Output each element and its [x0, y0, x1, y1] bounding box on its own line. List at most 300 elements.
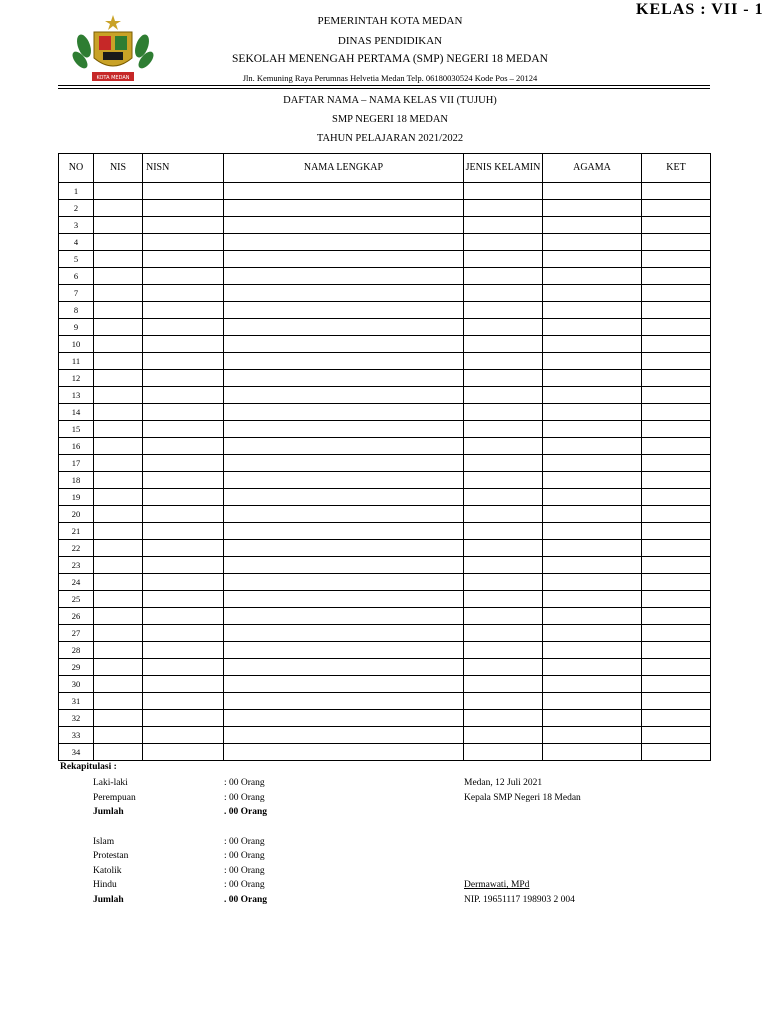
recap-religion-total-value: . 00 Orang: [224, 895, 268, 905]
gender-cell: [464, 642, 543, 659]
gender-cell: [464, 693, 543, 710]
note-cell: [642, 353, 711, 370]
table-row: [59, 353, 711, 370]
recap-female-label: Perempuan: [93, 793, 136, 803]
religion-cell: [543, 183, 642, 200]
nisn-cell: [143, 540, 224, 557]
row-number-cell: 17: [59, 455, 94, 472]
nis-cell: [94, 234, 143, 251]
row-number-cell: 22: [59, 540, 94, 557]
nisn-cell: [143, 455, 224, 472]
nisn-cell: [143, 472, 224, 489]
gender-cell: [464, 608, 543, 625]
gender-cell: [464, 574, 543, 591]
table-row: [59, 302, 711, 319]
row-number-cell: 34: [59, 744, 94, 761]
table-row: [59, 591, 711, 608]
gender-cell: [464, 353, 543, 370]
religion-cell: [543, 200, 642, 217]
table-row: [59, 489, 711, 506]
table-row: [59, 217, 711, 234]
religion-cell: [543, 370, 642, 387]
note-cell: [642, 438, 711, 455]
row-number-cell: 6: [59, 268, 94, 285]
note-cell: [642, 183, 711, 200]
nis-cell: [94, 268, 143, 285]
religion-cell: [543, 268, 642, 285]
row-number-cell: 5: [59, 251, 94, 268]
nisn-cell: [143, 625, 224, 642]
note-cell: [642, 625, 711, 642]
header-divider-thin: [58, 88, 710, 89]
note-cell: [642, 472, 711, 489]
name-cell: [224, 591, 464, 608]
recap-catholic-value: : 00 Orang: [224, 866, 265, 876]
recap-female-value: : 00 Orang: [224, 793, 265, 803]
table-row: [59, 574, 711, 591]
nis-cell: [94, 200, 143, 217]
nisn-cell: [143, 438, 224, 455]
row-number-cell: 1: [59, 183, 94, 200]
nisn-cell: [143, 710, 224, 727]
gender-cell: [464, 336, 543, 353]
name-cell: [224, 710, 464, 727]
table-row: [59, 183, 711, 200]
nis-cell: [94, 285, 143, 302]
religion-cell: [543, 574, 642, 591]
religion-cell: [543, 557, 642, 574]
column-header-nisn: NISN: [143, 154, 224, 183]
religion-cell: [543, 404, 642, 421]
row-number-cell: 18: [59, 472, 94, 489]
name-cell: [224, 540, 464, 557]
name-cell: [224, 727, 464, 744]
row-number-cell: 3: [59, 217, 94, 234]
nisn-cell: [143, 744, 224, 761]
table-row: [59, 285, 711, 302]
note-cell: [642, 455, 711, 472]
recap-gender-total-label: Jumlah: [93, 807, 124, 817]
nisn-cell: [143, 404, 224, 421]
religion-cell: [543, 659, 642, 676]
nis-cell: [94, 421, 143, 438]
note-cell: [642, 693, 711, 710]
document-subtitle-year: TAHUN PELAJARAN 2021/2022: [316, 133, 464, 144]
nisn-cell: [143, 489, 224, 506]
table-row: [59, 506, 711, 523]
nisn-cell: [143, 574, 224, 591]
column-header-no: NO: [59, 154, 94, 183]
nisn-cell: [143, 387, 224, 404]
city-emblem-logo: [70, 12, 156, 86]
row-number-cell: 2: [59, 200, 94, 217]
religion-cell: [543, 489, 642, 506]
row-number-cell: 19: [59, 489, 94, 506]
row-number-cell: 11: [59, 353, 94, 370]
gender-cell: [464, 319, 543, 336]
nisn-cell: [143, 557, 224, 574]
gender-cell: [464, 625, 543, 642]
nisn-cell: [143, 523, 224, 540]
nis-cell: [94, 659, 143, 676]
note-cell: [642, 268, 711, 285]
note-cell: [642, 574, 711, 591]
nisn-cell: [143, 268, 224, 285]
note-cell: [642, 421, 711, 438]
recap-protestant-value: : 00 Orang: [224, 851, 265, 861]
row-number-cell: 28: [59, 642, 94, 659]
recap-catholic-label: Katolik: [93, 866, 122, 876]
nis-cell: [94, 744, 143, 761]
nis-cell: [94, 693, 143, 710]
table-row: [59, 387, 711, 404]
note-cell: [642, 404, 711, 421]
nisn-cell: [143, 336, 224, 353]
logo-banner-text: KOTA MEDAN: [96, 75, 130, 81]
nisn-cell: [143, 421, 224, 438]
name-cell: [224, 370, 464, 387]
gender-cell: [464, 268, 543, 285]
table-row: [59, 744, 711, 761]
note-cell: [642, 642, 711, 659]
row-number-cell: 26: [59, 608, 94, 625]
name-cell: [224, 251, 464, 268]
row-number-cell: 8: [59, 302, 94, 319]
recap-hindu-label: Hindu: [93, 880, 117, 890]
row-number-cell: 24: [59, 574, 94, 591]
gender-cell: [464, 387, 543, 404]
table-row: [59, 710, 711, 727]
gender-cell: [464, 523, 543, 540]
note-cell: [642, 744, 711, 761]
nis-cell: [94, 523, 143, 540]
table-row: [59, 659, 711, 676]
name-cell: [224, 217, 464, 234]
nisn-cell: [143, 693, 224, 710]
gender-cell: [464, 727, 543, 744]
note-cell: [642, 727, 711, 744]
gender-cell: [464, 234, 543, 251]
nisn-cell: [143, 370, 224, 387]
row-number-cell: 27: [59, 625, 94, 642]
nis-cell: [94, 217, 143, 234]
name-cell: [224, 200, 464, 217]
gender-cell: [464, 744, 543, 761]
name-cell: [224, 319, 464, 336]
note-cell: [642, 523, 711, 540]
table-row: [59, 693, 711, 710]
document-title: DAFTAR NAMA – NAMA KELAS VII (TUJUH): [283, 95, 497, 106]
row-number-cell: 15: [59, 421, 94, 438]
row-number-cell: 21: [59, 523, 94, 540]
nis-cell: [94, 540, 143, 557]
table-row: [59, 268, 711, 285]
nis-cell: [94, 472, 143, 489]
note-cell: [642, 659, 711, 676]
note-cell: [642, 285, 711, 302]
table-header-row: [59, 154, 711, 183]
gender-cell: [464, 183, 543, 200]
nisn-cell: [143, 727, 224, 744]
note-cell: [642, 506, 711, 523]
table-row: [59, 455, 711, 472]
header-line-government: PEMERINTAH KOTA MEDAN: [317, 15, 463, 27]
row-number-cell: 9: [59, 319, 94, 336]
name-cell: [224, 387, 464, 404]
gender-cell: [464, 455, 543, 472]
table-row: [59, 421, 711, 438]
nisn-cell: [143, 302, 224, 319]
religion-cell: [543, 353, 642, 370]
name-cell: [224, 693, 464, 710]
nis-cell: [94, 727, 143, 744]
name-cell: [224, 455, 464, 472]
nisn-cell: [143, 183, 224, 200]
note-cell: [642, 251, 711, 268]
nisn-cell: [143, 591, 224, 608]
table-row: [59, 336, 711, 353]
religion-cell: [543, 319, 642, 336]
gender-cell: [464, 489, 543, 506]
nis-cell: [94, 183, 143, 200]
header-line-school: SEKOLAH MENENGAH PERTAMA (SMP) NEGERI 18 MEDAN: [232, 53, 548, 65]
nisn-cell: [143, 659, 224, 676]
religion-cell: [543, 693, 642, 710]
name-cell: [224, 489, 464, 506]
table-row: [59, 676, 711, 693]
name-cell: [224, 659, 464, 676]
table-row: [59, 540, 711, 557]
student-roster-table: [58, 153, 711, 761]
signature-position: Kepala SMP Negeri 18 Medan: [464, 793, 581, 803]
note-cell: [642, 489, 711, 506]
column-header-gender: JENIS KELAMIN: [464, 154, 543, 183]
gender-cell: [464, 676, 543, 693]
note-cell: [642, 710, 711, 727]
religion-cell: [543, 421, 642, 438]
religion-cell: [543, 387, 642, 404]
signature-name: Dermawati, MPd: [464, 880, 530, 890]
note-cell: [642, 676, 711, 693]
religion-cell: [543, 438, 642, 455]
gender-cell: [464, 251, 543, 268]
nisn-cell: [143, 200, 224, 217]
nis-cell: [94, 625, 143, 642]
name-cell: [224, 438, 464, 455]
row-number-cell: 12: [59, 370, 94, 387]
nisn-cell: [143, 217, 224, 234]
note-cell: [642, 217, 711, 234]
nisn-cell: [143, 251, 224, 268]
recap-protestant-label: Protestan: [93, 851, 129, 861]
row-number-cell: 29: [59, 659, 94, 676]
note-cell: [642, 591, 711, 608]
table-row: [59, 727, 711, 744]
recap-male-label: Laki-laki: [93, 778, 128, 788]
religion-cell: [543, 744, 642, 761]
table-row: [59, 523, 711, 540]
recap-religion-total-label: Jumlah: [93, 895, 124, 905]
row-number-cell: 33: [59, 727, 94, 744]
nisn-cell: [143, 676, 224, 693]
religion-cell: [543, 523, 642, 540]
row-number-cell: 25: [59, 591, 94, 608]
nisn-cell: [143, 353, 224, 370]
table-row: [59, 642, 711, 659]
nis-cell: [94, 404, 143, 421]
nis-cell: [94, 251, 143, 268]
table-row: [59, 251, 711, 268]
gender-cell: [464, 506, 543, 523]
name-cell: [224, 404, 464, 421]
gender-cell: [464, 217, 543, 234]
note-cell: [642, 336, 711, 353]
nis-cell: [94, 676, 143, 693]
religion-cell: [543, 676, 642, 693]
gender-cell: [464, 557, 543, 574]
row-number-cell: 10: [59, 336, 94, 353]
table-row: [59, 404, 711, 421]
gender-cell: [464, 302, 543, 319]
nis-cell: [94, 489, 143, 506]
name-cell: [224, 302, 464, 319]
religion-cell: [543, 727, 642, 744]
column-header-note: KET: [642, 154, 711, 183]
name-cell: [224, 353, 464, 370]
name-cell: [224, 472, 464, 489]
nis-cell: [94, 387, 143, 404]
recap-gender-total-value: . 00 Orang: [224, 807, 268, 817]
religion-cell: [543, 710, 642, 727]
name-cell: [224, 676, 464, 693]
table-row: [59, 370, 711, 387]
table-row: [59, 472, 711, 489]
column-header-religion: AGAMA: [543, 154, 642, 183]
gender-cell: [464, 659, 543, 676]
name-cell: [224, 336, 464, 353]
name-cell: [224, 506, 464, 523]
religion-cell: [543, 285, 642, 302]
gender-cell: [464, 370, 543, 387]
note-cell: [642, 302, 711, 319]
religion-cell: [543, 591, 642, 608]
religion-cell: [543, 540, 642, 557]
name-cell: [224, 268, 464, 285]
nis-cell: [94, 438, 143, 455]
note-cell: [642, 319, 711, 336]
nis-cell: [94, 574, 143, 591]
row-number-cell: 13: [59, 387, 94, 404]
nis-cell: [94, 557, 143, 574]
document-subtitle-school: SMP NEGERI 18 MEDAN: [332, 114, 448, 125]
nis-cell: [94, 302, 143, 319]
religion-cell: [543, 302, 642, 319]
nis-cell: [94, 336, 143, 353]
recap-hindu-value: : 00 Orang: [224, 880, 265, 890]
religion-cell: [543, 608, 642, 625]
nisn-cell: [143, 608, 224, 625]
table-row: [59, 200, 711, 217]
nisn-cell: [143, 642, 224, 659]
name-cell: [224, 625, 464, 642]
table-row: [59, 608, 711, 625]
name-cell: [224, 557, 464, 574]
column-header-name: NAMA LENGKAP: [224, 154, 464, 183]
recap-male-value: : 00 Orang: [224, 778, 265, 788]
name-cell: [224, 234, 464, 251]
nis-cell: [94, 455, 143, 472]
nis-cell: [94, 506, 143, 523]
nis-cell: [94, 710, 143, 727]
note-cell: [642, 370, 711, 387]
class-label: KELAS : VII - 1: [636, 1, 764, 18]
column-header-nis: NIS: [94, 154, 143, 183]
row-number-cell: 14: [59, 404, 94, 421]
header-address: Jln. Kemuning Raya Perumnas Helvetia Medan Telp. 06180030524 Kode Pos – 20124: [242, 73, 538, 83]
row-number-cell: 23: [59, 557, 94, 574]
row-number-cell: 7: [59, 285, 94, 302]
gender-cell: [464, 285, 543, 302]
note-cell: [642, 557, 711, 574]
note-cell: [642, 234, 711, 251]
religion-cell: [543, 455, 642, 472]
gender-cell: [464, 404, 543, 421]
nis-cell: [94, 642, 143, 659]
table-row: [59, 234, 711, 251]
table-row: [59, 438, 711, 455]
name-cell: [224, 744, 464, 761]
nis-cell: [94, 591, 143, 608]
note-cell: [642, 540, 711, 557]
table-row: [59, 557, 711, 574]
nisn-cell: [143, 319, 224, 336]
gender-cell: [464, 540, 543, 557]
row-number-cell: 30: [59, 676, 94, 693]
table-row: [59, 625, 711, 642]
name-cell: [224, 285, 464, 302]
name-cell: [224, 574, 464, 591]
row-number-cell: 16: [59, 438, 94, 455]
name-cell: [224, 523, 464, 540]
note-cell: [642, 200, 711, 217]
row-number-cell: 31: [59, 693, 94, 710]
gender-cell: [464, 710, 543, 727]
signature-nip: NIP. 19651117 198903 2 004: [464, 895, 575, 905]
gender-cell: [464, 438, 543, 455]
religion-cell: [543, 625, 642, 642]
nis-cell: [94, 608, 143, 625]
nis-cell: [94, 370, 143, 387]
note-cell: [642, 387, 711, 404]
row-number-cell: 4: [59, 234, 94, 251]
name-cell: [224, 421, 464, 438]
row-number-cell: 20: [59, 506, 94, 523]
religion-cell: [543, 472, 642, 489]
religion-cell: [543, 234, 642, 251]
name-cell: [224, 608, 464, 625]
religion-cell: [543, 506, 642, 523]
recap-islam-label: Islam: [93, 837, 115, 847]
religion-cell: [543, 251, 642, 268]
religion-cell: [543, 642, 642, 659]
gender-cell: [464, 200, 543, 217]
religion-cell: [543, 336, 642, 353]
table-row: [59, 319, 711, 336]
header-line-department: DINAS PENDIDIKAN: [337, 35, 443, 47]
recap-title: Rekapitulasi :: [60, 762, 117, 772]
recap-islam-value: : 00 Orang: [224, 837, 265, 847]
gender-cell: [464, 591, 543, 608]
